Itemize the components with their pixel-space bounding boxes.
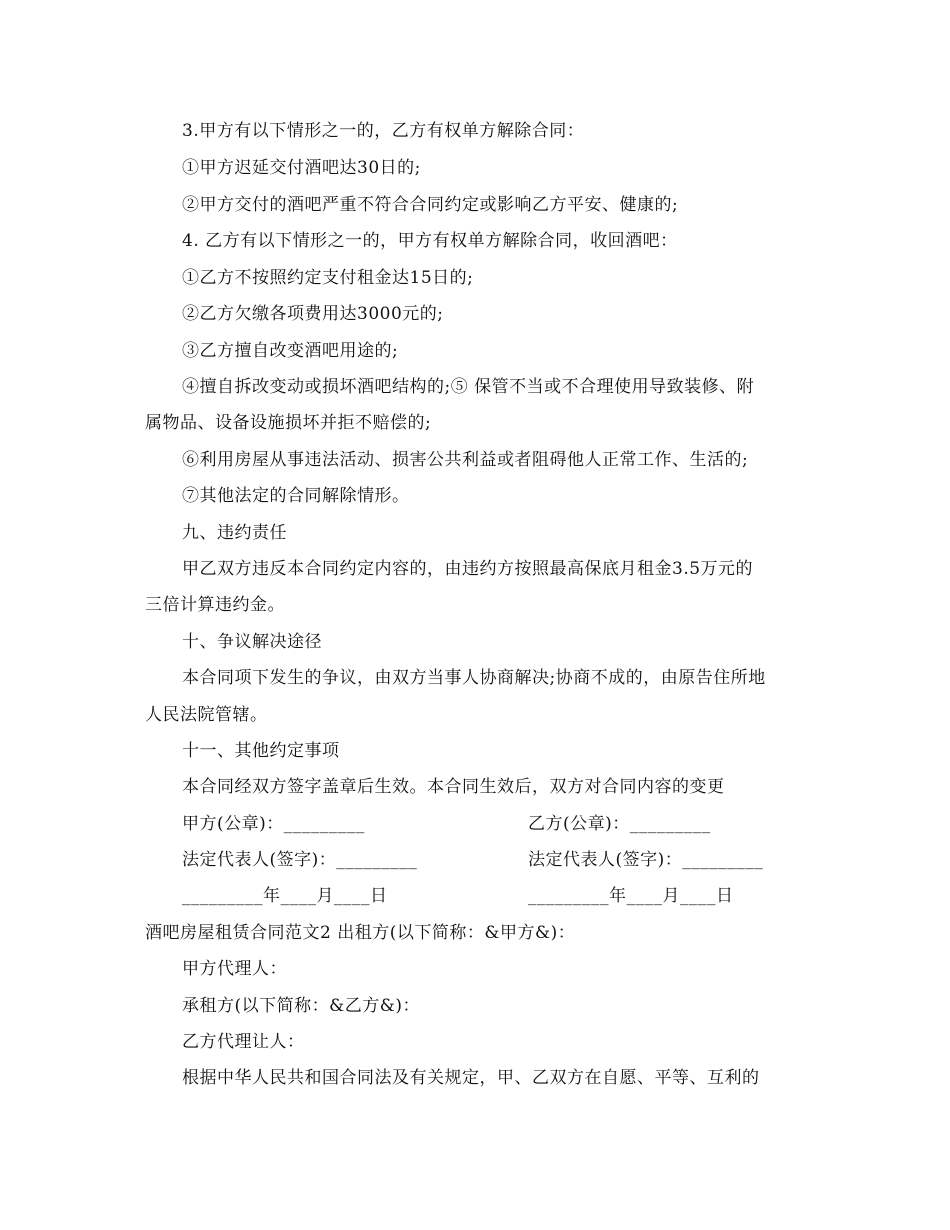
party-a-date: _________年____月____日 bbox=[182, 886, 388, 906]
party-b-date: _________年____月____日 bbox=[528, 886, 734, 906]
preamble-line: 根据中华人民共和国合同法及有关规定，甲、乙双方在自愿、平等、互利的 bbox=[182, 1068, 760, 1088]
party-a-representative: 法定代表人(签字)：_________ bbox=[182, 850, 418, 870]
section-10-body-cont: 人民法院管辖。 bbox=[145, 705, 268, 725]
section-9-body-cont: 三倍计算违约金。 bbox=[145, 595, 285, 615]
party-a-agent: 甲方代理人： bbox=[182, 959, 287, 979]
clause-4-item-1: ①乙方不按照约定支付租金达15日的; bbox=[182, 268, 474, 288]
clause-4-item-3: ③乙方擅自改变酒吧用途的; bbox=[182, 341, 399, 361]
clause-3-title: 3.甲方有以下情形之一的，乙方有权单方解除合同： bbox=[182, 121, 585, 141]
section-9-body: 甲乙双方违反本合同约定内容的，由违约方按照最高保底月租金3.5万元的 bbox=[182, 559, 754, 579]
clause-4-item-4-cont: 属物品、设备设施损坏并拒不赔偿的; bbox=[145, 413, 432, 433]
clause-4-item-4: ④擅自拆改变动或损坏酒吧结构的;⑤ 保管不当或不合理使用导致装修、附 bbox=[182, 377, 755, 397]
clause-3-item-2: ②甲方交付的酒吧严重不符合合同约定或影响乙方平安、健康的; bbox=[182, 195, 679, 215]
party-b-representative: 法定代表人(签字)：_________ bbox=[528, 850, 764, 870]
section-10-heading: 十、争议解决途径 bbox=[182, 632, 322, 652]
clause-4-item-6: ⑥利用房屋从事违法活动、损害公共利益或者阻碍他人正常工作、生活的; bbox=[182, 450, 749, 470]
section-10-body: 本合同项下发生的争议，由双方当事人协商解决;协商不成的，由原告住所地 bbox=[182, 668, 766, 688]
section-11-heading: 十一、其他约定事项 bbox=[182, 741, 340, 761]
clause-4-item-7: ⑦其他法定的合同解除情形。 bbox=[182, 486, 410, 506]
lessee-line: 承租方(以下简称：&乙方&)： bbox=[182, 996, 421, 1016]
clause-3-item-1: ①甲方迟延交付酒吧达30日的; bbox=[182, 158, 421, 178]
party-b-agent: 乙方代理让人： bbox=[182, 1032, 305, 1052]
party-a-seal: 甲方(公章)：_________ bbox=[182, 814, 365, 834]
second-contract-heading: 酒吧房屋租赁合同范文2 出租方(以下简称：&甲方&)： bbox=[145, 923, 576, 943]
clause-4-item-2: ②乙方欠缴各项费用达3000元的; bbox=[182, 304, 444, 324]
party-b-seal: 乙方(公章)：_________ bbox=[528, 814, 711, 834]
section-11-body: 本合同经双方签字盖章后生效。本合同生效后，双方对合同内容的变更 bbox=[182, 777, 725, 797]
clause-4-title: 4. 乙方有以下情形之一的，甲方有权单方解除合同，收回酒吧： bbox=[182, 231, 678, 251]
section-9-heading: 九、违约责任 bbox=[182, 523, 287, 543]
